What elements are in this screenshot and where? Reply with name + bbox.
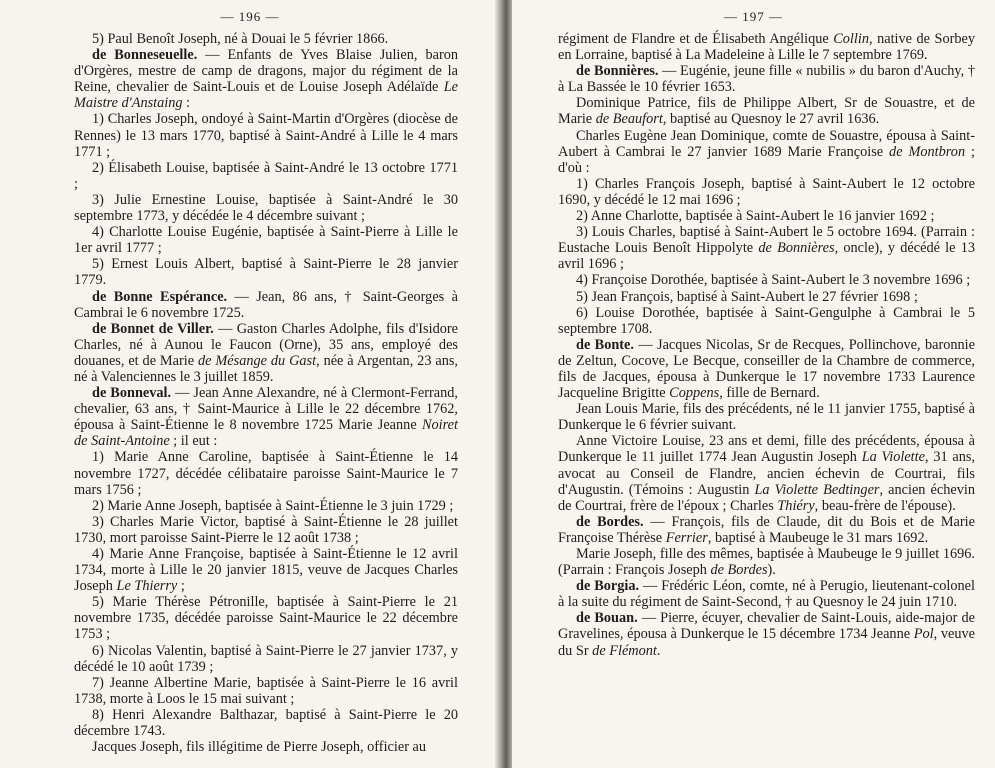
text-run: ). — [767, 562, 776, 579]
italic-name: Pol — [913, 626, 934, 643]
numbered-item — [74, 31, 458, 47]
text-run: 7) Jeanne Albertine Marie, baptisée à Saint-Pierre le 16 avril 1738, morte à Loos le 15 mai suivant ; — [74, 674, 458, 707]
entry-name: de Bonneval. — [92, 385, 172, 402]
entry-paragraph — [558, 610, 975, 658]
text-run: 1) Marie Anne Caroline, baptisée à Saint-Étienne le 14 novembre 1727, décédée célibataire paroisse Saint-Maurice le 7 mars 1756 ; — [74, 449, 458, 498]
text-paragraph — [558, 401, 975, 433]
text-run: ; — [177, 578, 185, 595]
text-paragraph — [74, 739, 458, 755]
text-run: 6) Nicolas Valentin, baptisé à Saint-Pierre le 27 janvier 1737, y décédé le 10 août 1739 ; — [74, 642, 458, 675]
text-paragraph — [558, 95, 975, 127]
numbered-item — [74, 514, 458, 546]
entry-name: de Bordes. — [576, 513, 644, 530]
numbered-item — [74, 498, 458, 514]
italic-name: Collin — [833, 31, 869, 47]
entry-name: de Bonte. — [576, 336, 634, 353]
text-run: , baptisé à Maubeuge le 31 mars 1692. — [707, 529, 929, 546]
text-run: — Jacques Nicolas, Sr de Recques, Pollinchove, baronnie de Zeltun, Cocove, Le Becque, conseiller de la Chambre de commerce, fils de Jacques, épousa à Dunkerque le 17 novembre 1733 Laurence Jacqueline Brigitte — [558, 336, 975, 402]
italic-name: Le Thierry — [116, 578, 178, 595]
entry-paragraph — [74, 289, 458, 321]
italic-name: de Mésange du Gast — [197, 352, 317, 369]
text-run: — Frédéric Léon, comte, né à Perugio, lieutenant-colonel à la suite du régiment de Saint-Second, † au Quesnoy le 24 juin 1710. — [558, 578, 975, 611]
text-run: 5) Jean François, baptisé à Saint-Aubert le 27 février 1698 ; — [576, 288, 918, 305]
entry-paragraph — [558, 337, 975, 401]
text-run: Charles Eugène Jean Dominique, comte de Souastre, épousa à Saint-Aubert à Cambrai le 27 janvier 1689 Marie Françoise — [558, 127, 975, 160]
text-run: 1) Charles Joseph, ondoyé à Saint-Martin d'Orgères (diocèse de Rennes) le 13 mars 1770, baptisé à Saint-André à Lille le 4 mars 1771 ; — [74, 111, 458, 160]
entry-paragraph — [74, 47, 458, 111]
text-run: 5) Paul Benoît Joseph, né à Douai le 5 février 1866. — [92, 31, 389, 47]
text-run: 3) Charles Marie Victor, baptisé à Saint-Étienne le 28 juillet 1730, mort paroisse Saint-Pierre le 12 août 1738 ; — [74, 513, 458, 546]
italic-name: de Bordes — [710, 562, 768, 579]
entry-name: de Bouan. — [576, 610, 638, 627]
text-run: — Jean, 86 ans, † Saint-Georges à Cambrai le 6 novembre 1725. — [74, 288, 458, 321]
text-run: 2) Élisabeth Louise, baptisée à Saint-André le 13 octobre 1771 ; — [74, 159, 458, 192]
numbered-item — [74, 449, 458, 497]
text-run: — Eugénie, jeune fille « nubilis » du baron d'Auchy, † à La Bassée le 10 février 1653. — [558, 63, 976, 96]
numbered-item — [558, 272, 975, 288]
text-run: 3) Louis Charles, baptisé à Saint-Aubert le 5 octobre 1694. (Parrain : Eustache Louis Benoît Hippolyte — [558, 224, 975, 257]
numbered-item — [558, 176, 975, 208]
text-run: régiment de Flandre et de Élisabeth Angélique — [558, 31, 834, 47]
italic-name: Le Maistre d'Anstaing — [74, 79, 458, 112]
entry-paragraph — [74, 385, 458, 449]
text-run: 6) Louise Dorothée, baptisée à Saint-Gengulphe à Cambrai le 5 septembre 1708. — [558, 304, 975, 337]
italic-name: La Violette — [861, 449, 925, 466]
text-run: , née à Argentan, 23 ans, né à Valenciennes le 3 juillet 1859. — [74, 352, 459, 385]
text-run: , fille de Bernard. — [719, 385, 820, 402]
italic-name: de Bonnières — [758, 240, 835, 257]
page-text — [512, 31, 995, 659]
numbered-item — [74, 160, 458, 192]
numbered-item — [74, 594, 458, 642]
entry-name: de Bonneseuelle. — [92, 47, 198, 64]
text-run: Marie Joseph, fille des mêmes, baptisée à Maubeuge le 9 juillet 1696. (Parrain : François Joseph — [558, 546, 975, 579]
text-run: Dominique Patrice, fils de Philippe Albert, Sr de Souastre, et de Marie — [558, 95, 975, 128]
italic-name: Thiéry — [777, 497, 815, 514]
entry-paragraph — [558, 578, 975, 610]
text-run: 8) Henri Alexandre Balthazar, baptisé à Saint-Pierre le 20 décembre 1743. — [74, 706, 458, 740]
text-run: — Enfants de Yves Blaise Julien, baron d'Orgères, mestre de camp de dragons, major du régiment de la Reine, chevalier de Saint-Louis et de Louise Joseph Adélaïde — [74, 47, 458, 96]
numbered-item — [558, 289, 975, 305]
numbered-item — [558, 208, 975, 224]
text-run: ; il eut : — [169, 433, 218, 450]
numbered-item — [558, 224, 975, 272]
text-run: 1) Charles François Joseph, baptisé à Saint-Aubert le 12 octobre 1690, y décédé le 12 mai 1696 ; — [558, 175, 975, 208]
italic-name: Coppens — [669, 385, 720, 402]
italic-name: de Beaufort — [595, 111, 663, 128]
numbered-item — [74, 111, 458, 159]
entry-paragraph — [558, 63, 975, 95]
numbered-item — [74, 256, 458, 288]
italic-name: de Flémont — [592, 642, 657, 659]
text-run: 2) Anne Charlotte, baptisée à Saint-Aubert le 16 janvier 1692 ; — [576, 208, 935, 225]
text-run: 5) Marie Thérèse Pétronille, baptisée à Saint-Pierre le 21 novembre 1735, décédée paroisse Saint-Maurice le 22 décembre 1753 ; — [74, 594, 458, 643]
entry-paragraph — [558, 514, 975, 546]
text-run: 3) Julie Ernestine Louise, baptisée à Saint-André le 30 septembre 1773, y décédée le 4 décembre suivant ; — [74, 191, 458, 225]
numbered-item — [74, 707, 458, 739]
italic-name: de Montbron — [889, 143, 966, 160]
italic-name: Ferrier — [665, 529, 708, 546]
text-paragraph — [558, 433, 975, 513]
right-page — [512, 0, 995, 768]
text-paragraph — [558, 546, 975, 578]
text-run: — François, fils de Claude, dit du Bois et de Marie Françoise Thérèse — [558, 513, 975, 546]
numbered-item — [74, 675, 458, 707]
text-run: , veuve du Sr — [558, 626, 975, 659]
text-run: 5) Ernest Louis Albert, baptisé à Saint-Pierre le 28 janvier 1779. — [74, 256, 458, 289]
entry-name: de Bonne Espérance. — [92, 288, 228, 305]
text-run: Jacques Joseph, fils illégitime de Pierre Joseph, officier au — [92, 739, 427, 756]
text-run: 2) Marie Anne Joseph, baptisée à Saint-Étienne le 3 juin 1729 ; — [92, 497, 454, 514]
text-run: . — [656, 642, 661, 659]
italic-name: Noiret de Saint-Antoine — [74, 417, 458, 450]
numbered-item — [74, 224, 458, 256]
entry-name: de Bonnet de Viller. — [92, 320, 214, 337]
text-run: , 31 ans, avocat au Conseil de Flandre, ancien échevin de Courtrai, fils d'Augustin. (Témoins : Augustin — [558, 449, 976, 498]
page-number: — 197 — — [724, 9, 783, 24]
text-run: , oncle), y décédé le 13 avril 1696 ; — [558, 240, 976, 273]
numbered-item — [558, 305, 975, 337]
numbered-item — [74, 643, 458, 675]
page-text — [0, 31, 500, 755]
text-run: 4) Françoise Dorothée, baptisée à Saint-Aubert le 3 novembre 1696 ; — [576, 272, 971, 289]
text-run: : — [182, 95, 191, 112]
text-run: 4) Marie Anne Françoise, baptisée à Saint-Étienne le 12 avril 1734, morte à Lille le 20 janvier 1815, veuve de Jacques Charles Joseph — [74, 546, 458, 595]
text-run: , native de Sorbey en Lorraine, baptisé à La Madeleine à Lille le 7 septembre 1769. — [558, 31, 975, 64]
text-paragraph — [558, 128, 975, 176]
italic-name: La Violette Bedtinger — [754, 481, 880, 498]
page-number: — 196 — — [220, 9, 280, 24]
entry-name: de Bonnières. — [576, 63, 659, 80]
text-run: — Gaston Charles Adolphe, fils d'Isidore Charles, né à Aunou le Faucon (Orne), 35 ans, employé des douanes, et de Marie — [74, 320, 458, 369]
text-paragraph — [558, 31, 975, 63]
entry-name: de Borgia. — [576, 578, 640, 595]
numbered-item — [74, 192, 458, 224]
text-run: — Pierre, écuyer, chevalier de Saint-Louis, aide-major de Gravelines, épousa à Dunkerque le 15 décembre 1734 Jeanne — [558, 610, 975, 643]
numbered-item — [74, 546, 458, 594]
entry-paragraph — [74, 321, 458, 385]
text-run: Jean Louis Marie, fils des précédents, né le 11 janvier 1755, baptisé à Dunkerque le 6 février suivant. — [558, 401, 975, 434]
text-run: — Jean Anne Alexandre, né à Clermont-Ferrand, chevalier, 63 ans, † Saint-Maurice à Lille le 22 décembre 1762, épousa à Saint-Étienne le 8 novembre 1725 Marie Jeanne — [74, 385, 458, 434]
text-run: , baptisé au Quesnoy le 27 avril 1636. — [662, 111, 880, 128]
text-run: 4) Charlotte Louise Eugénie, baptisée à Saint-Pierre à Lille le 1er avril 1777 ; — [74, 224, 458, 257]
text-run: Anne Victoire Louise, 23 ans et demi, fille des précédents, épousa à Dunkerque le 11 juillet 1774 Jean Augustin Joseph — [558, 433, 975, 466]
text-run: ; d'où : — [558, 143, 975, 176]
text-run: , ancien échevin de Courtrai, frère de l'époux ; Charles — [558, 481, 975, 514]
text-run: , beau-frère de l'épouse). — [814, 497, 956, 514]
